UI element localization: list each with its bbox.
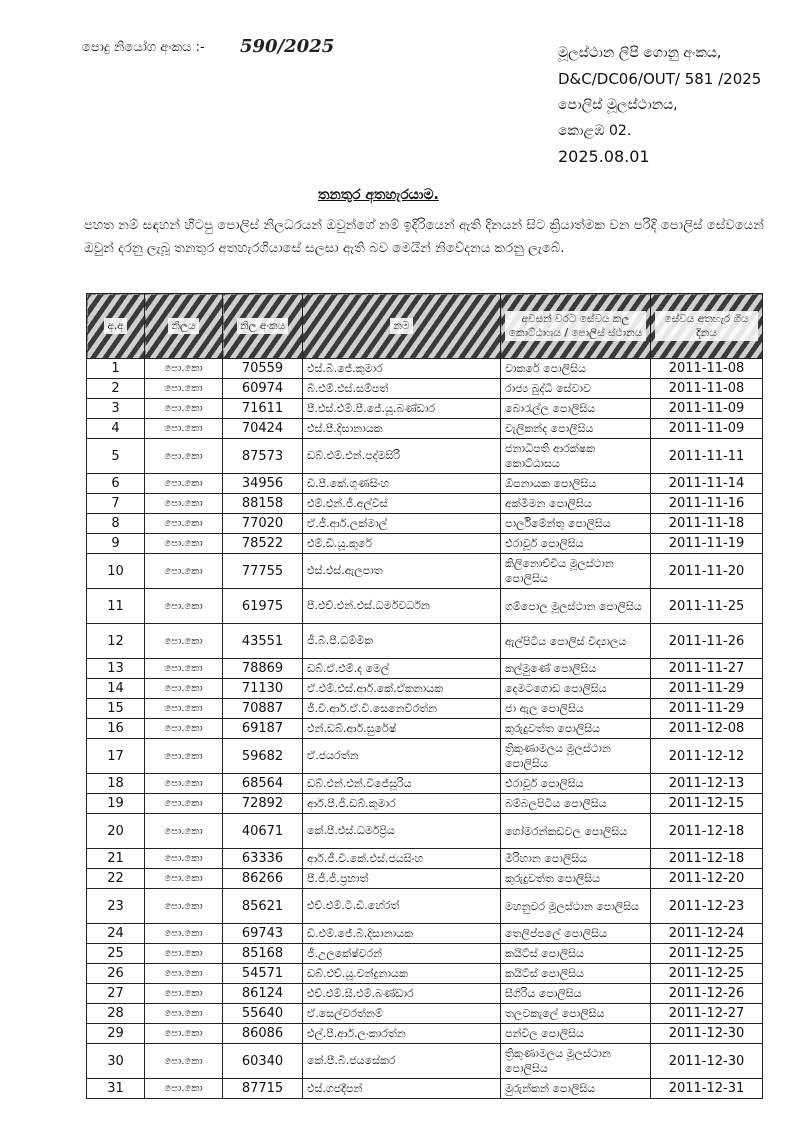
row-station: සීගිරිය පොලිසිය <box>501 984 651 1004</box>
row-station: ඇල්පිටිය පොලිස් විද්‍යාලය <box>501 624 651 659</box>
row-officer-number: 86124 <box>223 984 303 1004</box>
row-rank: පො.කො <box>145 1044 223 1079</box>
table-row <box>87 494 763 514</box>
row-rank: පො.කො <box>145 984 223 1004</box>
table-row <box>87 534 763 554</box>
row-date: 2011-11-27 <box>651 659 763 679</box>
row-date: 2011-12-18 <box>651 814 763 849</box>
row-rank: පො.කො <box>145 514 223 534</box>
row-rank: පො.කො <box>145 774 223 794</box>
row-rank: පො.කො <box>145 554 223 589</box>
row-date: 2011-11-09 <box>651 419 763 439</box>
row-station: ජනාධිපති ආරක්ෂක කොට්ඨාසය <box>501 439 651 474</box>
row-rank: පො.කො <box>145 1079 223 1099</box>
table-row <box>87 1044 763 1079</box>
row-number: 3 <box>87 399 145 419</box>
row-officer-number: 60974 <box>223 379 303 399</box>
row-name: ඒ.එම්.එස්.ආර්.කේ.ඒකනායක <box>303 679 501 699</box>
document-title: තනතුර අතහැරයාම. <box>318 187 439 203</box>
row-number: 8 <box>87 514 145 534</box>
row-date: 2011-12-25 <box>651 964 763 984</box>
row-officer-number: 43551 <box>223 624 303 659</box>
row-date: 2011-11-08 <box>651 379 763 399</box>
row-name: ඩී.එම්.ජේ.බී.දිසානායක <box>303 924 501 944</box>
row-officer-number: 63336 <box>223 849 303 869</box>
col-header-rank: නිලය <box>145 294 223 359</box>
row-rank: පො.කො <box>145 624 223 659</box>
row-name: එස්.බී.ජේ.කුමාර <box>303 359 501 379</box>
row-number: 17 <box>87 739 145 774</box>
row-name: පී.එච්.එන්.එස්.ධර්මවර්ධන <box>303 589 501 624</box>
row-station: ගෝමරන්කඩවල පොලිසිය <box>501 814 651 849</box>
row-name: එච්.එම්.සී.එම්.බණ්ඩාර <box>303 984 501 1004</box>
row-name: ඩී.පී.කේ.ගුණසිංහ <box>303 474 501 494</box>
row-rank: පො.කො <box>145 589 223 624</box>
table-row <box>87 624 763 659</box>
row-name: එම්.එන්.ජී.අල්විස් <box>303 494 501 514</box>
row-officer-number: 72892 <box>223 794 303 814</box>
table-header-row <box>87 294 763 359</box>
row-number: 11 <box>87 589 145 624</box>
row-number: 24 <box>87 924 145 944</box>
row-name: එම්.ඩී.යූ.කුරේ <box>303 534 501 554</box>
row-officer-number: 54571 <box>223 964 303 984</box>
col-header-no: අ.අ <box>87 294 145 359</box>
row-name: ජී.උලකේෂ්වරන් <box>303 944 501 964</box>
row-date: 2011-12-08 <box>651 719 763 739</box>
table-row <box>87 774 763 794</box>
row-number: 25 <box>87 944 145 964</box>
row-officer-number: 77020 <box>223 514 303 534</box>
table-row <box>87 659 763 679</box>
row-station: බම්බලපිටිය පොලිසිය <box>501 794 651 814</box>
row-number: 30 <box>87 1044 145 1079</box>
row-rank: පො.කො <box>145 494 223 514</box>
row-number: 15 <box>87 699 145 719</box>
row-station: අක්මීමන පොලිසිය <box>501 494 651 514</box>
table-row <box>87 474 763 494</box>
row-date: 2011-12-30 <box>651 1044 763 1079</box>
general-order-label: පොදු නියෝග අංකය :- <box>82 40 205 55</box>
row-date: 2011-11-11 <box>651 439 763 474</box>
row-number: 27 <box>87 984 145 1004</box>
row-number: 19 <box>87 794 145 814</box>
row-number: 18 <box>87 774 145 794</box>
table-row <box>87 1004 763 1024</box>
row-date: 2011-11-26 <box>651 624 763 659</box>
row-name: ඩබ්.එච්.යූ.චන්ද්‍රනායක <box>303 964 501 984</box>
row-name: ජී.වී.ආර්.ඒ.වී.සෙනෙවිරත්න <box>303 699 501 719</box>
row-station: දෙමටගොඩ පොලිසිය <box>501 679 651 699</box>
table-row <box>87 359 763 379</box>
row-date: 2011-12-13 <box>651 774 763 794</box>
row-name: එල්.පී.ආර්.ලංකාරත්න <box>303 1024 501 1044</box>
row-officer-number: 86266 <box>223 869 303 889</box>
row-station: තෙලිප්පලේ පොලිසිය <box>501 924 651 944</box>
row-station: ගම්පොල මූලස්ථාන පොලිසිය <box>501 589 651 624</box>
row-station: එරාවූර් පොලිසිය <box>501 534 651 554</box>
row-officer-number: 87573 <box>223 439 303 474</box>
row-date: 2011-12-27 <box>651 1004 763 1024</box>
row-name: එච්.එම්.ටී.ඩී.හේරත් <box>303 889 501 924</box>
row-name: ඩබ්.ඒ.එම්.ද මෙල් <box>303 659 501 679</box>
row-rank: පො.කො <box>145 399 223 419</box>
row-officer-number: 69187 <box>223 719 303 739</box>
row-name: ඒ.සෙල්වරත්නම් <box>303 1004 501 1024</box>
row-number: 16 <box>87 719 145 739</box>
file-number: D&C/DC06/OUT/ 581 /2025 <box>558 70 762 88</box>
row-officer-number: 55640 <box>223 1004 303 1024</box>
row-station: ඕපනායක පොලිසිය <box>501 474 651 494</box>
row-name: ආර්.පී.ජී.ඩබ්.කුමාර <box>303 794 501 814</box>
row-date: 2011-12-18 <box>651 849 763 869</box>
row-officer-number: 85168 <box>223 944 303 964</box>
row-date: 2011-11-14 <box>651 474 763 494</box>
row-number: 6 <box>87 474 145 494</box>
row-rank: පො.කො <box>145 379 223 399</box>
row-name: ඒ.ජයරත්න <box>303 739 501 774</box>
row-officer-number: 68564 <box>223 774 303 794</box>
row-name: ඩබ්.එන්.එන්.විජේසූරිය <box>303 774 501 794</box>
table-row <box>87 889 763 924</box>
table-row <box>87 589 763 624</box>
row-number: 13 <box>87 659 145 679</box>
row-station: කිලිනොච්චිය මූලස්ථාන පොලිසිය <box>501 554 651 589</box>
row-rank: පො.කො <box>145 924 223 944</box>
row-date: 2011-12-12 <box>651 739 763 774</box>
row-officer-number: 86086 <box>223 1024 303 1044</box>
col-header-number: නිල අංකය <box>223 294 303 359</box>
table-row <box>87 379 763 399</box>
table-row <box>87 719 763 739</box>
row-officer-number: 77755 <box>223 554 303 589</box>
row-name: පී.එස්.එම්.පී.ජේ.යූ.බණ්ඩාර <box>303 399 501 419</box>
police-headquarters: පොලිස් මූලස්ථානය, <box>558 97 678 113</box>
row-number: 9 <box>87 534 145 554</box>
table-row <box>87 944 763 964</box>
table-row <box>87 1024 763 1044</box>
row-number: 23 <box>87 889 145 924</box>
row-station: කල්මුණේ පොලිසිය <box>501 659 651 679</box>
row-rank: පො.කො <box>145 699 223 719</box>
row-rank: පො.කො <box>145 869 223 889</box>
row-station: පන්විල පොලිසිය <box>501 1024 651 1044</box>
row-station: වාකරේ පොලිසිය <box>501 359 651 379</box>
row-number: 1 <box>87 359 145 379</box>
table-row <box>87 679 763 699</box>
row-rank: පො.කො <box>145 679 223 699</box>
row-officer-number: 60340 <box>223 1044 303 1079</box>
row-name: එස්.ගජදීපන් <box>303 1079 501 1099</box>
row-officer-number: 61975 <box>223 589 303 624</box>
row-station: ත්‍රිකුණාමලය මූලස්ථාන පොලිසිය <box>501 739 651 774</box>
row-rank: පො.කො <box>145 944 223 964</box>
row-number: 31 <box>87 1079 145 1099</box>
file-number-label: මූලස්ථාන ලිපි ගොනු අංකය, <box>558 45 722 61</box>
row-station: වැලිකන්ද පොලිසිය <box>501 419 651 439</box>
row-name: එස්.පී.දිසානායක <box>303 419 501 439</box>
table-row <box>87 419 763 439</box>
row-rank: පො.කො <box>145 1004 223 1024</box>
row-officer-number: 78522 <box>223 534 303 554</box>
row-number: 2 <box>87 379 145 399</box>
table-row <box>87 984 763 1004</box>
row-date: 2011-11-29 <box>651 679 763 699</box>
table-row <box>87 1079 763 1099</box>
row-number: 10 <box>87 554 145 589</box>
row-station: මිරිහාන පොලිසිය <box>501 849 651 869</box>
row-name: පී.ජී.ජී.ප්‍රභාත් <box>303 869 501 889</box>
row-name: කේ.පී.එස්.ධර්මප්‍රිය <box>303 814 501 849</box>
general-order-number: 590/2025 <box>240 36 335 57</box>
col-header-date: සේවය අතහැර ගිය දිනය <box>651 294 763 359</box>
row-station: කුරුදුවත්ත පොලිසිය <box>501 719 651 739</box>
row-name: ආර්.ජී.වී.කේ.එස්.ජයසිංහ <box>303 849 501 869</box>
row-date: 2011-11-20 <box>651 554 763 589</box>
table-row <box>87 739 763 774</box>
row-rank: පො.කො <box>145 719 223 739</box>
row-station: මහනුවර මූලස්ථාන පොලිසිය <box>501 889 651 924</box>
row-name: කේ.පී.බී.ජයසේකර <box>303 1044 501 1079</box>
table-row <box>87 514 763 534</box>
table-row <box>87 869 763 889</box>
table-row <box>87 814 763 849</box>
row-date: 2011-11-29 <box>651 699 763 719</box>
row-officer-number: 71130 <box>223 679 303 699</box>
row-date: 2011-11-19 <box>651 534 763 554</box>
row-number: 5 <box>87 439 145 474</box>
header-reference-block <box>558 40 788 170</box>
row-number: 20 <box>87 814 145 849</box>
location: කොළඹ 02. <box>558 123 632 139</box>
row-officer-number: 78869 <box>223 659 303 679</box>
row-number: 7 <box>87 494 145 514</box>
row-rank: පො.කො <box>145 474 223 494</box>
row-rank: පො.කො <box>145 794 223 814</box>
row-station: මුරුන්කන් පොලිසිය <box>501 1079 651 1099</box>
row-station: බොරැල්ල පොලිසිය <box>501 399 651 419</box>
row-number: 12 <box>87 624 145 659</box>
table-row <box>87 924 763 944</box>
row-number: 22 <box>87 869 145 889</box>
row-officer-number: 40671 <box>223 814 303 849</box>
row-name: එස්.එස්.ඇලපාත <box>303 554 501 589</box>
row-date: 2011-12-30 <box>651 1024 763 1044</box>
notice-paragraph: පහත නම් සඳහන් හිටපු පොලිස් නිලධරයන් ඔවුන්ගේ නම් ඉදිරියෙන් ඇති දිනයන් සිට ක්‍රියාත්මක වන පරිදි පොලිස් සේවයෙන් ඔවුන් දරනු ලැබූ තනතුර අතහැරගියාසේ සලසා ඇති බව මෙයින් නිවේදනය කරනු ලැබේ. <box>84 218 764 256</box>
row-name: එන්.ඩබ්.ආර්.සුරේෂ් <box>303 719 501 739</box>
row-date: 2011-11-09 <box>651 399 763 419</box>
row-date: 2011-12-25 <box>651 944 763 964</box>
row-rank: පො.කො <box>145 659 223 679</box>
row-date: 2011-11-16 <box>651 494 763 514</box>
row-officer-number: 88158 <box>223 494 303 514</box>
row-officer-number: 70559 <box>223 359 303 379</box>
row-number: 21 <box>87 849 145 869</box>
row-officer-number: 70424 <box>223 419 303 439</box>
col-header-name: නම <box>303 294 501 359</box>
row-number: 14 <box>87 679 145 699</box>
table-row <box>87 554 763 589</box>
row-station: කයිට්ස් පොලිසිය <box>501 944 651 964</box>
row-number: 4 <box>87 419 145 439</box>
row-officer-number: 34956 <box>223 474 303 494</box>
officers-table <box>86 293 763 1099</box>
table-row <box>87 849 763 869</box>
row-rank: පො.කො <box>145 964 223 984</box>
row-station: කුරුදුවත්ත පොලිසිය <box>501 869 651 889</box>
row-date: 2011-11-18 <box>651 514 763 534</box>
row-station: එරාවූර් පොලිසිය <box>501 774 651 794</box>
row-name: බී.එම්.එස්.සම්පත් <box>303 379 501 399</box>
table-row <box>87 794 763 814</box>
row-name: ඩබ්.එම්.එන්.පද්මසිරි <box>303 439 501 474</box>
row-officer-number: 59682 <box>223 739 303 774</box>
row-rank: පො.කො <box>145 849 223 869</box>
row-date: 2011-12-31 <box>651 1079 763 1099</box>
row-rank: පො.කො <box>145 814 223 849</box>
row-date: 2011-12-26 <box>651 984 763 1004</box>
table-row <box>87 964 763 984</box>
row-date: 2011-11-08 <box>651 359 763 379</box>
row-station: ජා ඇල පොලිසිය <box>501 699 651 719</box>
row-rank: පො.කො <box>145 534 223 554</box>
row-number: 28 <box>87 1004 145 1024</box>
row-officer-number: 71611 <box>223 399 303 419</box>
row-date: 2011-11-25 <box>651 589 763 624</box>
row-number: 26 <box>87 964 145 984</box>
document-date: 2025.08.01 <box>558 147 650 166</box>
table-row <box>87 699 763 719</box>
table-row <box>87 399 763 419</box>
table-row <box>87 439 763 474</box>
row-date: 2011-12-24 <box>651 924 763 944</box>
row-station: කයිට්ස් පොලිසිය <box>501 964 651 984</box>
row-rank: පො.කො <box>145 359 223 379</box>
row-rank: පො.කො <box>145 1024 223 1044</box>
row-station: ත්‍රිකුණාමලය මූලස්ථාන පොලිසිය <box>501 1044 651 1079</box>
row-date: 2011-12-20 <box>651 869 763 889</box>
row-station: තලවකැලේ පොලිසිය <box>501 1004 651 1024</box>
row-number: 29 <box>87 1024 145 1044</box>
row-station: රාජ්‍ය බුද්ධි සේවාව <box>501 379 651 399</box>
row-officer-number: 70887 <box>223 699 303 719</box>
row-rank: පො.කො <box>145 739 223 774</box>
row-rank: පො.කො <box>145 889 223 924</box>
row-name: ඒ.ජී.ආර්.ලක්මාල් <box>303 514 501 534</box>
row-date: 2011-12-15 <box>651 794 763 814</box>
row-rank: පො.කො <box>145 439 223 474</box>
row-station: පාර්ලිමේන්තු පොලිසිය <box>501 514 651 534</box>
row-officer-number: 87715 <box>223 1079 303 1099</box>
row-date: 2011-12-23 <box>651 889 763 924</box>
row-rank: පො.කො <box>145 419 223 439</box>
row-name: ජී.බී.පී.ධම්මික <box>303 624 501 659</box>
col-header-station: අවසන් වරට සේවය කල කොට්ඨාශය / පොලිස් ස්ථානය <box>501 294 651 359</box>
row-officer-number: 69743 <box>223 924 303 944</box>
row-officer-number: 85621 <box>223 889 303 924</box>
